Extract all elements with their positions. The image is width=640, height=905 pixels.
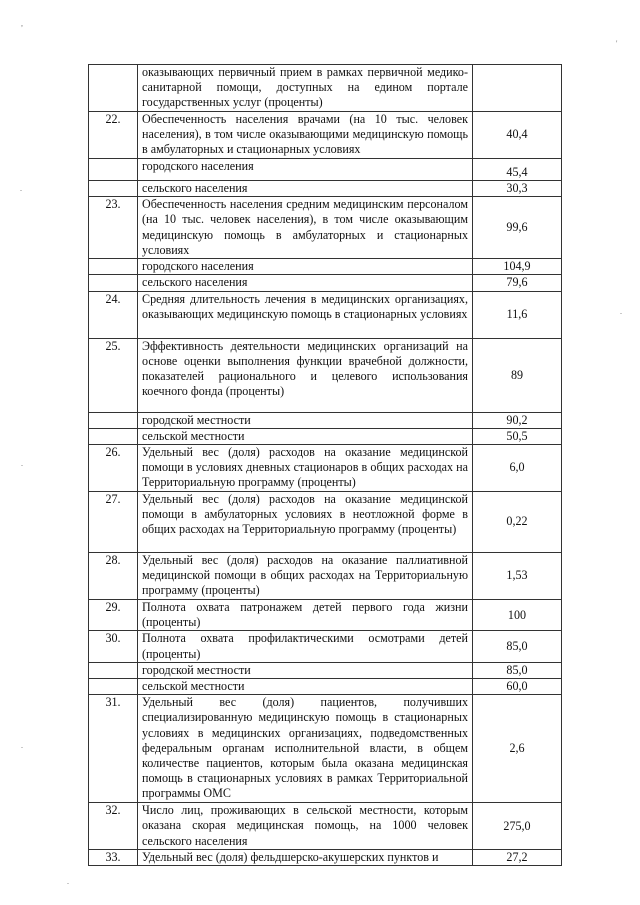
table-body: [89, 65, 562, 866]
indicator-value: 90,2: [473, 412, 562, 428]
margin-mark: .: [20, 184, 22, 193]
indicator-name: Обеспеченность населения врачами (на 10 тыс. человек населения), в том числе оказывающими медицинскую помощь в амбулаторных и стационарных условиях: [138, 112, 473, 159]
row-number: [89, 275, 138, 291]
indicator-name: сельского населения: [138, 275, 473, 291]
indicator-value: 60,0: [473, 679, 562, 695]
row-number: [89, 65, 138, 112]
indicator-value: 100: [473, 600, 562, 631]
row-number: 31.: [89, 695, 138, 803]
table-row: [89, 553, 562, 600]
indicator-value: 89: [473, 338, 562, 412]
row-number: 26.: [89, 445, 138, 492]
indicator-value: 40,4: [473, 112, 562, 159]
indicator-name: Эффективность деятельности медицинских организаций на основе оценки выполнения функции врачебной должности, показателей рационального и целевого использования коечного фонда (проценты): [138, 338, 473, 412]
table-row: [89, 445, 562, 492]
row-number: [89, 159, 138, 181]
row-number: 29.: [89, 600, 138, 631]
indicator-name: городского населения: [138, 259, 473, 275]
table-row: [89, 695, 562, 803]
table-row: [89, 428, 562, 444]
row-number: 23.: [89, 197, 138, 259]
indicator-name: Средняя длительность лечения в медицинских организациях, оказывающих медицинскую помощь в стационарных условиях: [138, 291, 473, 338]
row-number: [89, 412, 138, 428]
row-number: 27.: [89, 492, 138, 553]
indicator-name: Полнота охвата профилактическими осмотрами детей (проценты): [138, 631, 473, 662]
indicator-name: городского населения: [138, 159, 473, 181]
table-row: [89, 291, 562, 338]
indicator-value: 79,6: [473, 275, 562, 291]
indicator-value: 104,9: [473, 259, 562, 275]
table-row: [89, 197, 562, 259]
indicator-value: 1,53: [473, 553, 562, 600]
margin-mark: .: [620, 307, 622, 316]
indicator-name: Полнота охвата патронажем детей первого года жизни (проценты): [138, 600, 473, 631]
margin-mark: .: [21, 741, 23, 750]
margin-mark: ,: [21, 19, 23, 28]
table-row: [89, 412, 562, 428]
row-number: [89, 181, 138, 197]
table-row: [89, 600, 562, 631]
indicator-name: сельского населения: [138, 181, 473, 197]
indicator-value: 275,0: [473, 803, 562, 850]
indicator-value: 85,0: [473, 662, 562, 678]
table-row: [89, 112, 562, 159]
indicator-value: 0,22: [473, 492, 562, 553]
indicator-value: 6,0: [473, 445, 562, 492]
row-number: [89, 679, 138, 695]
row-number: 25.: [89, 338, 138, 412]
indicator-name: сельской местности: [138, 428, 473, 444]
table-row: [89, 65, 562, 112]
row-number: 24.: [89, 291, 138, 338]
row-number: [89, 259, 138, 275]
indicators-table: [88, 64, 562, 866]
row-number: 28.: [89, 553, 138, 600]
row-number: 32.: [89, 803, 138, 850]
row-number: 30.: [89, 631, 138, 662]
indicator-value: 27,2: [473, 850, 562, 866]
table-row: [89, 662, 562, 678]
indicator-value: 2,6: [473, 695, 562, 803]
indicator-name: городской местности: [138, 412, 473, 428]
margin-mark: .: [21, 459, 23, 468]
indicator-name: Удельный вес (доля) расходов на оказание медицинской помощи в амбулаторных условиях в неотложной форме в общих расходах на Территориальную программу (проценты): [138, 492, 473, 553]
row-number: 33.: [89, 850, 138, 866]
table-row: [89, 492, 562, 553]
indicator-value: 45,4: [473, 159, 562, 181]
indicator-value: 50,5: [473, 428, 562, 444]
table-row: [89, 275, 562, 291]
indicator-value: 85,0: [473, 631, 562, 662]
table-row: [89, 259, 562, 275]
indicator-name: Удельный вес (доля) пациентов, получивших специализированную медицинскую помощь в стационарных условиях в медицинских организациях, подведомственных федеральным органам исполнительной власти, в общем количестве пациентов, которым была оказана медицинская помощь в стационарных условиях в рамках Территориальной программы ОМС: [138, 695, 473, 803]
indicator-value: 30,3: [473, 181, 562, 197]
table-row: [89, 181, 562, 197]
indicator-name: Удельный вес (доля) расходов на оказание медицинской помощи в условиях дневных стационаров в общих расходах на Территориальную программу (проценты): [138, 445, 473, 492]
indicator-name: Удельный вес (доля) расходов на оказание паллиативной медицинской помощи в общих расходах на Территориальную программу (проценты): [138, 553, 473, 600]
margin-mark: ': [616, 39, 618, 48]
table-row: [89, 803, 562, 850]
indicator-name: Число лиц, проживающих в сельской местности, которым оказана скорая медицинская помощь, на 1000 человек сельского населения: [138, 803, 473, 850]
table-row: [89, 159, 562, 181]
table-row: [89, 631, 562, 662]
row-number: 22.: [89, 112, 138, 159]
table-row: [89, 850, 562, 866]
row-number: [89, 428, 138, 444]
indicator-name: городской местности: [138, 662, 473, 678]
indicator-name: оказывающих первичный прием в рамках первичной медико-санитарной помощи, доступных на едином портале государственных услуг (проценты): [138, 65, 473, 112]
table-row: [89, 679, 562, 695]
indicator-name: сельской местности: [138, 679, 473, 695]
table-row: [89, 338, 562, 412]
row-number: [89, 662, 138, 678]
indicator-name: Обеспеченность населения средним медицинским персоналом (на 10 тыс. человек населения), в том числе оказывающим медицинскую помощь в амбулаторных и стационарных условиях: [138, 197, 473, 259]
indicator-value: 99,6: [473, 197, 562, 259]
indicator-value: [473, 65, 562, 112]
indicator-name: Удельный вес (доля) фельдшерско-акушерских пунктов и: [138, 850, 473, 866]
margin-mark: .: [67, 877, 69, 886]
indicator-value: 11,6: [473, 291, 562, 338]
